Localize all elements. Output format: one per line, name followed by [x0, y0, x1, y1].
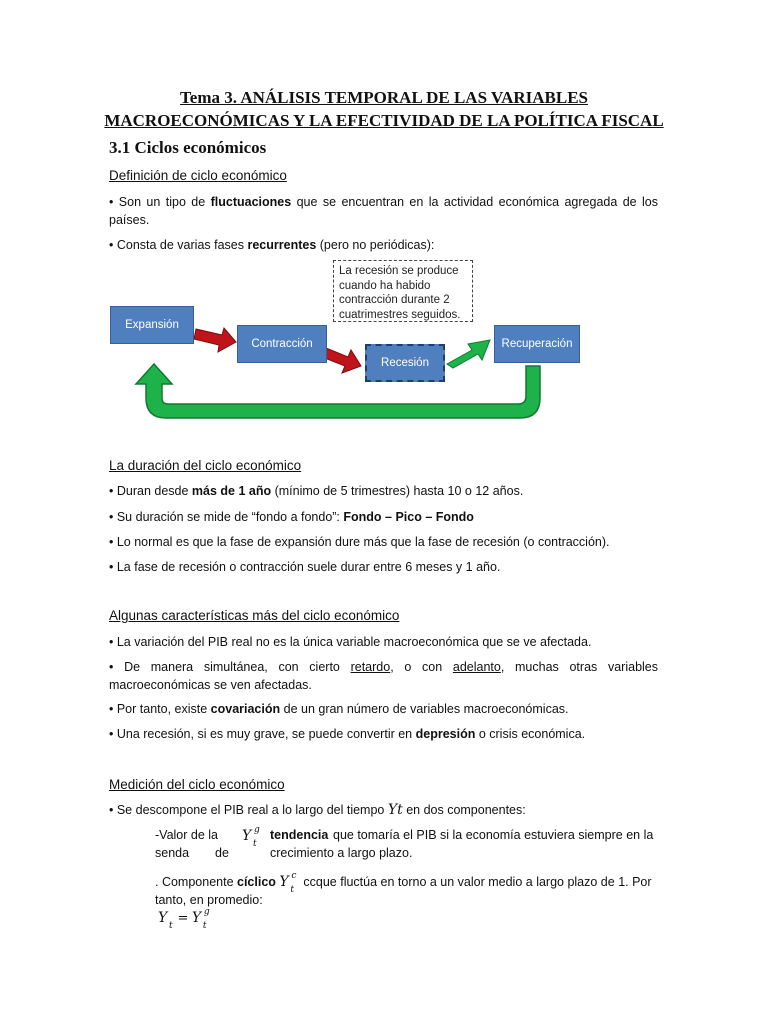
eq-rhs [191, 907, 216, 931]
green-return-arrow [136, 364, 540, 418]
green-arrow-up [447, 340, 490, 368]
text: , o con [390, 660, 453, 674]
box-recesion: Recesión [365, 344, 445, 382]
definicion-heading: Definición de ciclo económico [109, 168, 287, 183]
red-arrow-1 [194, 328, 236, 352]
text: • Por tanto, existe [109, 702, 211, 716]
symbol-base: Y [242, 828, 252, 844]
text: que se encuentran en la actividad económica agregada de los países. [109, 195, 658, 227]
eq-lhs [158, 907, 174, 931]
text: de un gran número de variables macroeconómicas. [280, 702, 569, 716]
bold-text: cíclico [237, 875, 276, 889]
text: • Se descompone el PIB real a lo largo del tiempo [109, 803, 388, 817]
box-expansion: Expansión [110, 306, 194, 344]
text: senda [155, 846, 190, 860]
symbol-sub: t [202, 921, 207, 931]
text: ccque fluctúa en torno a un valor medio a largo plazo de 1. Por tanto, en promedio: [155, 875, 652, 907]
componente-ciclico [155, 871, 658, 909]
title-line-2: MACROECONÓMICAS Y LA EFECTIVIDAD DE LA POLÍTICA FISCAL [104, 111, 664, 130]
text: , muchas otras variables macroeconómicas se ven afectadas. [109, 660, 658, 692]
symbol-base: Y [191, 910, 202, 926]
bold-text: tendencia [270, 828, 329, 842]
box-contraccion: Contracción [237, 325, 327, 363]
text: . Componente [155, 875, 237, 889]
definicion-bullet-2 [109, 236, 658, 254]
cycle-diagram [108, 258, 590, 426]
caracteristicas-heading: Algunas características más del ciclo económico [109, 608, 400, 623]
symbol-yt-g [242, 825, 266, 849]
caracteristicas-bullet-2 [109, 658, 658, 694]
title-line-1: Tema 3. ANÁLISIS TEMPORAL DE LAS VARIABLES [180, 88, 588, 107]
symbol-base: Y [279, 874, 289, 890]
text: • Su duración se mide de “fondo a fondo”: [109, 510, 344, 524]
bold-text: Fondo – Pico – Fondo [343, 510, 474, 524]
math-yt: Yt [387, 802, 403, 818]
bold-text: depresión [415, 727, 476, 741]
text: (pero no periódicas): [316, 238, 435, 252]
definicion-bullet-1 [109, 193, 658, 229]
duracion-bullet-3: • Lo normal es que la fase de expansión dure más que la fase de recesión (o contracción). [109, 535, 610, 549]
symbol-sup: c [291, 871, 297, 881]
symbol-base: Y [158, 910, 168, 926]
text: crecimiento a largo plazo. [270, 846, 413, 860]
caracteristicas-bullet-4 [109, 725, 658, 743]
box-recuperacion: Recuperación [494, 325, 580, 363]
text: • Duran desde [109, 484, 192, 498]
document-title [60, 86, 708, 132]
symbol-sub: t [290, 885, 295, 895]
text: en dos componentes: [402, 803, 526, 817]
symbol-sup: g [254, 825, 260, 835]
text: • Consta de varias fases [109, 238, 248, 252]
text: de [215, 846, 229, 860]
medicion-bullet-1 [109, 801, 658, 819]
equals-sign: = [177, 911, 189, 926]
section-heading: 3.1 Ciclos económicos [109, 138, 267, 157]
underlined-text: retardo [350, 660, 391, 674]
duracion-heading: La duración del ciclo económico [109, 458, 302, 473]
symbol-yt-c [279, 871, 303, 895]
equation [158, 907, 216, 931]
text: • Son un tipo de [109, 195, 211, 209]
text: que tomaría el PIB si la economía estuviera siempre en la [333, 828, 654, 842]
text: -Valor de la [155, 828, 218, 842]
text: (mínimo de 5 trimestres) hasta 10 o 12 años. [271, 484, 524, 498]
text: • De manera simultánea, con cierto [109, 660, 351, 674]
underlined-text: adelanto [452, 660, 501, 674]
text: o crisis económica. [475, 727, 586, 741]
bold-text: fluctuaciones [210, 195, 292, 209]
symbol-sub: t [253, 839, 257, 849]
duracion-bullet-4: • La fase de recesión o contracción suele durar entre 6 meses y 1 año. [109, 560, 501, 574]
duracion-bullet-1 [109, 482, 658, 500]
symbol-sub: t [169, 921, 173, 931]
recesion-note: La recesión se produce cuando ha habido contracción durante 2 cuatrimestres seguidos. [333, 260, 473, 322]
text: • Una recesión, si es muy grave, se puede convertir en [109, 727, 416, 741]
caracteristicas-bullet-3 [109, 700, 658, 718]
caracteristicas-bullet-1: • La variación del PIB real no es la única variable macroeconómica que se ve afectada. [109, 635, 592, 649]
bold-text: más de 1 año [191, 484, 272, 498]
bold-text: recurrentes [247, 238, 317, 252]
symbol-sup: g [203, 907, 210, 917]
bold-text: covariación [210, 702, 281, 716]
componente-tendencia [155, 826, 658, 862]
medicion-heading: Medición del ciclo económico [109, 777, 285, 792]
duracion-bullet-2 [109, 508, 658, 526]
